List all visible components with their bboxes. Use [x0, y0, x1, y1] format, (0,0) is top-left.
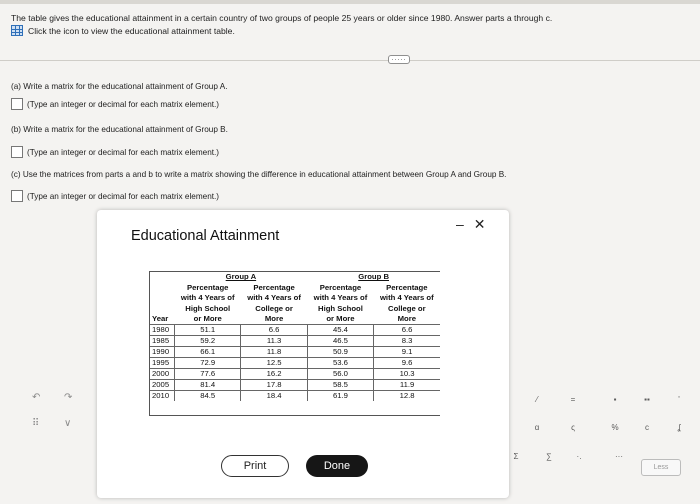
col-header: College or — [388, 303, 426, 313]
year-cell: 1995 — [150, 358, 175, 369]
table-row — [150, 325, 440, 336]
table-cell: 6.6 — [374, 325, 440, 336]
problem-prompt: The table gives the educational attainment in a certain country of two groups of people 25 years or older since 1980. Answer parts a through c. — [11, 13, 553, 23]
table-cell: 77.6 — [175, 369, 241, 380]
clear-icon[interactable]: c — [645, 423, 649, 432]
table-cell: 61.9 — [307, 391, 373, 402]
table-cell: 18.4 — [241, 391, 307, 402]
table-cell: 59.2 — [175, 336, 241, 347]
fraction-icon[interactable]: ⁄ — [536, 395, 538, 404]
table-link[interactable] — [11, 25, 235, 36]
year-cell: 2010 — [150, 391, 175, 402]
table-row — [150, 369, 440, 380]
top-bar — [0, 0, 700, 4]
answer-box-c[interactable] — [11, 190, 23, 202]
col-header: More — [264, 314, 284, 323]
stacked-fraction-icon[interactable]: ▪ — [613, 395, 617, 404]
answer-row-b — [11, 146, 219, 158]
absolute-icon[interactable]: ς — [571, 423, 575, 432]
table-cell: 11.9 — [374, 380, 440, 391]
answer-box-a[interactable] — [11, 98, 23, 110]
question-c: (c) Use the matrices from parts a and b to write a matrix showing the difference in educational attainment between Group A and Group B. — [11, 170, 507, 179]
col-header: College or — [255, 303, 293, 313]
col-header: Percentage — [187, 282, 229, 292]
sum-bounds-icon[interactable]: ∑ — [546, 452, 552, 461]
group-b-header: Group B — [358, 272, 389, 282]
answer-hint-a: (Type an integer or decimal for each matrix element.) — [27, 99, 220, 109]
answer-row-a — [11, 98, 219, 110]
table-cell: 66.1 — [175, 347, 241, 358]
table-cell: 17.8 — [241, 380, 307, 391]
col-header: More — [397, 314, 416, 323]
table-cell: 58.5 — [307, 380, 373, 391]
table-grid-icon[interactable] — [11, 25, 23, 36]
divider — [0, 60, 700, 61]
col-header: with 4 Years of — [180, 293, 235, 303]
table-cell: 8.3 — [374, 336, 440, 347]
ellipsis-icon[interactable]: ··· — [615, 452, 623, 461]
format-icon[interactable]: ⠿ — [32, 418, 40, 429]
year-header: Year — [152, 314, 169, 323]
table-cell: 51.1 — [175, 325, 241, 336]
answer-hint-b: (Type an integer or decimal for each matrix element.) — [27, 147, 220, 157]
redo-icon[interactable]: ↷ — [64, 392, 73, 403]
done-button[interactable]: Done — [306, 455, 368, 477]
answer-box-b[interactable] — [11, 146, 23, 158]
year-cell: 1980 — [150, 325, 175, 336]
answer-hint-c: (Type an integer or decimal for each matrix element.) — [27, 191, 220, 201]
table-cell: 46.5 — [307, 336, 373, 347]
superscript-icon[interactable]: ' — [678, 395, 680, 404]
year-cell: 2000 — [150, 369, 175, 380]
table-cell: 72.9 — [175, 358, 241, 369]
table-cell: 12.5 — [241, 358, 307, 369]
table-cell: 16.2 — [241, 369, 307, 380]
equals-icon[interactable]: = — [570, 395, 576, 404]
table-cell: 50.9 — [307, 347, 373, 358]
col-header: Percentage — [253, 282, 295, 292]
more-options-button[interactable]: ..... — [388, 55, 410, 64]
table-cell: 11.8 — [241, 347, 307, 358]
table-row — [150, 336, 440, 347]
check-icon[interactable]: ∨ — [64, 418, 72, 429]
table-cell: 10.3 — [374, 369, 440, 380]
table-cell: 45.4 — [307, 325, 373, 336]
year-cell: 1990 — [150, 347, 175, 358]
question-a: (a) Write a matrix for the educational attainment of Group A. — [11, 82, 228, 91]
question-b: (b) Write a matrix for the educational attainment of Group B. — [11, 125, 228, 134]
col-header: Percentage — [386, 282, 428, 292]
year-cell: 2005 — [150, 380, 175, 391]
math-palette — [500, 378, 690, 486]
answer-row-c — [11, 190, 219, 202]
table-cell: 11.3 — [241, 336, 307, 347]
col-header: with 4 Years of — [379, 293, 434, 303]
other-icon[interactable]: ʆ — [677, 423, 681, 432]
dialog-window-controls — [456, 216, 486, 233]
col-header: with 4 Years of — [313, 293, 368, 303]
table-row — [150, 347, 440, 358]
table-cell: 53.6 — [307, 358, 373, 369]
table-cell: 9.6 — [374, 358, 440, 369]
undo-icon[interactable]: ↶ — [32, 392, 41, 403]
sigma-icon[interactable]: Σ — [513, 452, 519, 461]
table-cell: 81.4 — [175, 380, 241, 391]
table-cell: 84.5 — [175, 391, 241, 402]
table-cell: 56.0 — [307, 369, 373, 380]
col-header: Percentage — [319, 282, 362, 292]
subscript-icon[interactable]: ɑ — [534, 423, 540, 432]
table-row — [150, 358, 440, 369]
dialog-title: Educational Attainment — [131, 228, 280, 244]
table-cell: 12.8 — [374, 391, 440, 402]
table-row — [150, 391, 440, 402]
attainment-table — [150, 272, 440, 401]
percent-icon[interactable]: % — [611, 423, 619, 432]
col-header: or More — [193, 314, 222, 323]
table-link-text: Click the icon to view the educational attainment table. — [28, 25, 235, 36]
print-button[interactable]: Print — [221, 455, 289, 477]
minimize-icon[interactable]: – — [456, 216, 464, 232]
table-cell: 9.1 — [374, 347, 440, 358]
group-a-header: Group A — [225, 272, 257, 282]
col-header: or More — [326, 314, 355, 323]
more-less-button[interactable]: Less — [641, 459, 681, 476]
dot-icon[interactable]: ·. — [576, 452, 582, 461]
col-header: High School — [318, 303, 363, 313]
matrix-icon[interactable]: ▪▪ — [644, 395, 650, 404]
year-cell: 1985 — [150, 336, 175, 347]
col-header: High School — [185, 303, 231, 313]
col-header: with 4 Years of — [247, 293, 301, 303]
table-cell: 6.6 — [241, 325, 307, 336]
close-icon[interactable]: ✕ — [473, 216, 486, 232]
table-row — [150, 380, 440, 391]
